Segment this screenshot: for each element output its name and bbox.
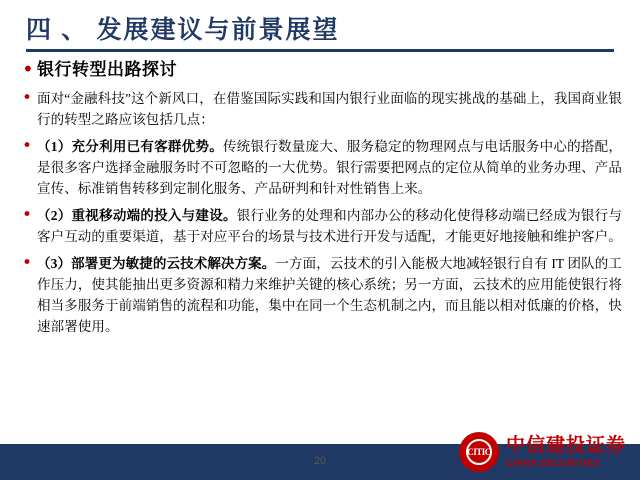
page-number: 20 xyxy=(313,455,327,467)
bullet-item-1 xyxy=(22,58,622,86)
logo-mark-text: CITIC xyxy=(467,447,491,457)
bullet-dot-icon: • xyxy=(22,136,33,156)
bullet-text-4 xyxy=(37,205,622,247)
bullet-text-1: 银行转型出路探讨 xyxy=(37,60,177,79)
logo-name-cn: 中信建投证券 xyxy=(505,435,626,456)
bullet-lead-5: （3）部署更为敏捷的云技术解决方案。 xyxy=(37,256,276,271)
bullet-lead-4: （2）重视移动端的投入与建设。 xyxy=(37,208,237,223)
company-logo xyxy=(459,430,626,474)
page-title: 四 、 发展建议与前景展望 xyxy=(26,17,340,44)
bullet-body-4: 银行业务的处理和内部办公的移动化使得移动端已经成为银行与客户互动的重要渠道，基于对应平台的场景与技术进行开发与适配，才能更好地接触和维护客户。 xyxy=(37,208,622,244)
bullet-body-5: 一方面，云技术的引入能极大地减轻银行自有 IT 团队的工作压力，使其能抽出更多资源和精力来维护关键的核心系统；另一方面，云技术的应用能使银行将相当多服务于前端销售的流程和功能，集中在同一个生态机制之内，而且能以相对低廉的价格，快速部署使用。 xyxy=(37,256,622,334)
bullet-item-4 xyxy=(22,205,622,247)
bullet-dot-icon: • xyxy=(22,88,33,108)
logo-name-en: CHINA SECURITIES xyxy=(505,458,601,468)
bullet-dot-icon: • xyxy=(22,205,33,225)
bullet-text-3 xyxy=(37,136,622,199)
bullet-text-5 xyxy=(37,253,622,337)
bullet-item-2 xyxy=(22,88,622,130)
bullet-dot-icon: • xyxy=(22,57,34,81)
bullet-body-3: 传统银行数量庞大、服务稳定的物理网点与电话服务中心的搭配，是很多客户选择金融服务时不可忽略的一大优势。银行需要把网点的定位从简单的业务办理、产品宣传、标准销售转移到定制化服务、产品研判和针对性销售上来。 xyxy=(37,139,622,196)
bullet-text-2: 面对“金融科技”这个新风口，在借鉴国际实践和国内银行业面临的现实挑战的基础上，我国商业银行的转型之路应该包括几点： xyxy=(37,91,622,127)
bullet-lead-3: （1）充分利用已有客群优势。 xyxy=(37,139,223,154)
title-block xyxy=(26,16,614,52)
title-divider xyxy=(26,49,614,52)
bullet-item-3 xyxy=(22,136,622,199)
slide-body xyxy=(22,58,622,339)
logo-text-block xyxy=(506,435,626,469)
bullet-dot-icon: • xyxy=(22,253,33,273)
bullet-item-5 xyxy=(22,253,622,337)
citic-mark-icon xyxy=(459,432,499,472)
